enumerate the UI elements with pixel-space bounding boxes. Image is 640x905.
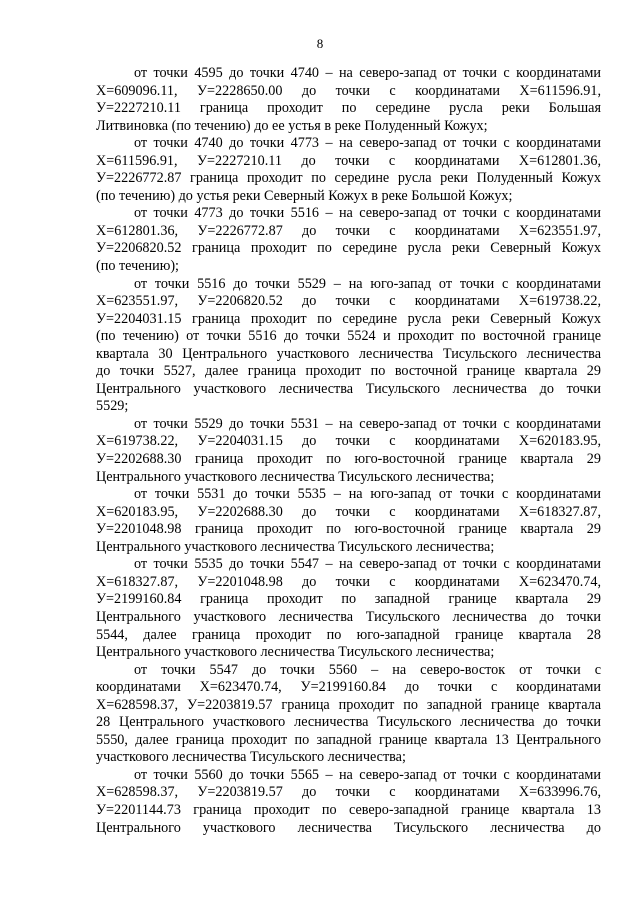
paragraph	[96, 205, 601, 275]
text-line: от точки 5560 до точки 5565 – на северо-запад от точки с координатами	[134, 766, 601, 783]
text-line: участкового лесничества Тисульского лесничества;	[96, 749, 406, 766]
text-line: Х=619738.22, У=2204031.15 до точки с координатами Х=620183.95,	[96, 433, 601, 450]
text-line: Центрального участкового лесничества Тисульского лесничества до точки	[96, 608, 601, 625]
text-line: (по течению);	[96, 258, 179, 275]
text-line: Центрального участкового лесничества Тисульского лесничества;	[96, 468, 495, 485]
paragraph	[96, 416, 601, 486]
text-line: У=2204031.15 граница проходит по середине русла реки Северный Кожух	[96, 310, 601, 327]
paragraph	[96, 662, 601, 767]
text-line: Х=609096.11, У=2228650.00 до точки с координатами Х=611596.91,	[96, 82, 601, 99]
text-line: У=2227210.11 граница проходит по середине русла реки Большая	[96, 100, 601, 117]
page-number: 8	[316, 36, 324, 51]
text-line: от точки 5529 до точки 5531 – на северо-запад от точки с координатами	[134, 415, 601, 432]
text-line: от точки 4773 до точки 5516 – на северо-запад от точки с координатами	[134, 205, 601, 222]
text-line: Х=628598.37, У=2203819.57 до точки с координатами Х=633996.76,	[96, 784, 601, 801]
text-line: У=2202688.30 граница проходит по юго-восточной границе квартала 29	[96, 451, 601, 468]
paragraph	[96, 135, 601, 205]
paragraph	[96, 556, 601, 661]
text-line: Х=618327.87, У=2201048.98 до точки с координатами Х=623470.74,	[96, 573, 601, 590]
paragraph	[96, 767, 601, 837]
text-line: от точки 4595 до точки 4740 – на северо-запад от точки с координатами	[134, 65, 601, 81]
text-line: Центрального участкового лесничества Тисульского лесничества;	[96, 644, 495, 661]
text-line: Х=612801.36, У=2226772.87 до точки с координатами Х=623551.97,	[96, 222, 601, 239]
document-body	[96, 65, 601, 837]
paragraph	[96, 486, 601, 556]
text-line: от точки 5516 до точки 5529 – на юго-запад от точки с координатами	[134, 275, 601, 292]
text-line: У=2201048.98 граница проходит по юго-восточной границе квартала 29	[96, 521, 601, 538]
text-line: координатами Х=623470.74, У=2199160.84 до точки с координатами	[96, 679, 601, 696]
text-line: Литвиновка (по течению) до ее устья в реке Полуденный Кожух;	[96, 117, 488, 134]
text-line: 5529;	[96, 398, 129, 415]
text-line: до точки 5527, далее граница проходит по восточной границе квартала 29	[96, 363, 601, 380]
text-line: 5544, далее граница проходит по юго-западной границе квартала 28	[96, 626, 601, 643]
text-line: У=2226772.87 граница проходит по середине русла реки Полуденный Кожух	[96, 170, 601, 187]
text-line: от точки 5547 до точки 5560 – на северо-восток от точки с	[134, 661, 601, 678]
text-line: Центрального участкового лесничества Тисульского лесничества до точки	[96, 380, 601, 397]
text-line: от точки 5531 до точки 5535 – на юго-запад от точки с координатами	[134, 486, 601, 503]
text-line: квартала 30 Центрального участкового лесничества Тисульского лесничества	[96, 345, 601, 362]
text-line: Центрального участкового лесничества Тисульского лесничества;	[96, 538, 495, 555]
paragraph	[96, 276, 601, 416]
text-line: Х=620183.95, У=2202688.30 до точки с координатами Х=618327.87,	[96, 503, 601, 520]
text-line: Х=611596.91, У=2227210.11 до точки с координатами Х=612801.36,	[96, 152, 601, 169]
text-line: Центрального участкового лесничества Тисульского лесничества до	[96, 819, 601, 836]
text-line: Х=628598.37, У=2203819.57 граница проходит по западной границе квартала	[96, 696, 601, 713]
text-line: (по течению) от точки 5516 до точки 5524 и проходит по восточной границе	[96, 328, 601, 345]
paragraph	[96, 65, 601, 135]
text-line: (по течению) до устья реки Северный Кожух в реке Большой Кожух;	[96, 187, 513, 204]
text-line: от точки 4740 до точки 4773 – на северо-запад от точки с координатами	[134, 135, 601, 152]
text-line: от точки 5535 до точки 5547 – на северо-запад от точки с координатами	[134, 556, 601, 573]
text-line: Х=623551.97, У=2206820.52 до точки с координатами Х=619738.22,	[96, 293, 601, 310]
text-line: У=2201144.73 граница проходит по северо-западной границе квартала 13	[96, 801, 601, 818]
text-line: 5550, далее граница проходит по западной границе квартала 13 Центрального	[96, 731, 601, 748]
text-line: У=2206820.52 граница проходит по середине русла реки Северный Кожух	[96, 240, 601, 257]
text-line: У=2199160.84 граница проходит по западной границе квартала 29	[96, 591, 601, 608]
text-line: 28 Центрального участкового лесничества Тисульского лесничества до точки	[96, 714, 601, 731]
